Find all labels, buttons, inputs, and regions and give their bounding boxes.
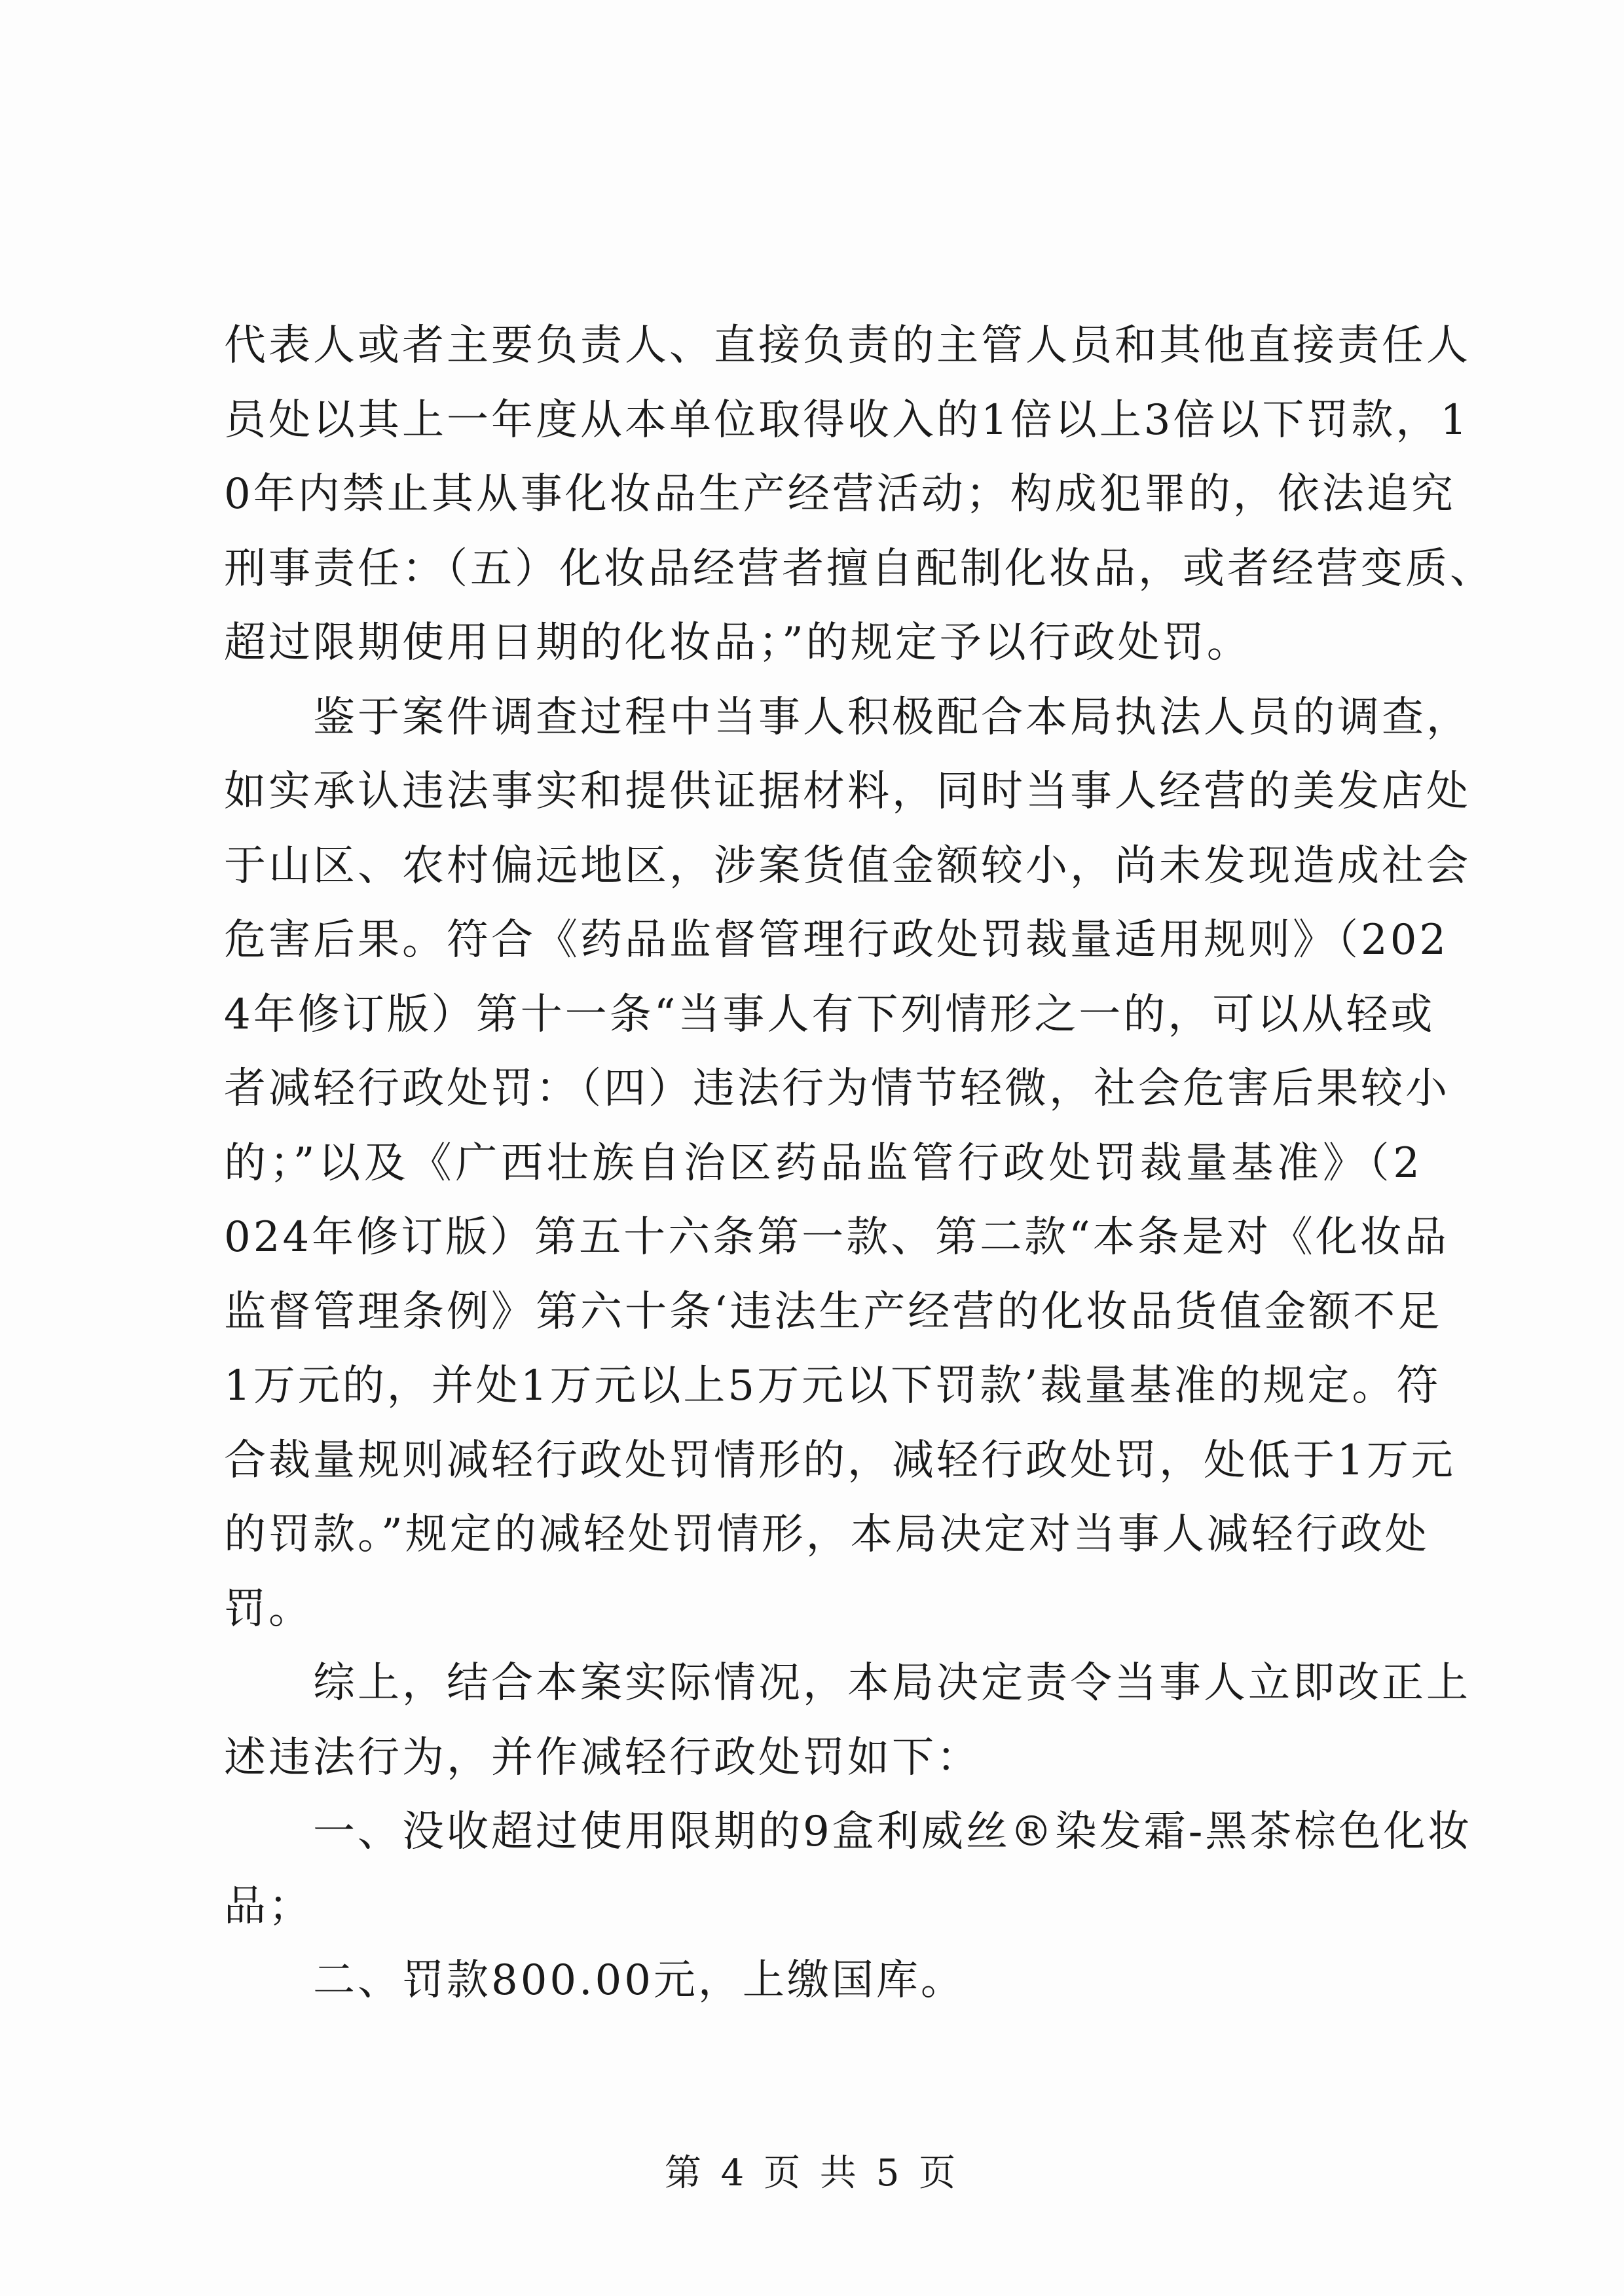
text-line: 监督管理条例》第六十条‘违法生产经营的化妆品货值金额不足 (224, 1287, 1443, 1336)
text-line: 0年内禁止其从事化妆品生产经营活动；构成犯罪的，依法追究 (224, 470, 1456, 519)
text-line: 024年修订版）第五十六条第一款、第二款“本条是对《化妆品 (224, 1213, 1449, 1262)
document-body (224, 309, 1494, 2018)
page-number-footer: 第 4 页 共 5 页 (664, 2152, 960, 2195)
text-line: 于山区、农村偏远地区，涉案货值金额较小，尚未发现造成社会 (224, 841, 1471, 890)
text-line: 鉴于案件调查过程中当事人积极配合本局执法人员的调查， (224, 693, 1471, 742)
text-line: 刑事责任：（五）化妆品经营者擅自配制化妆品，或者经营变质、 (224, 544, 1494, 593)
text-line: 述违法行为，并作减轻行政处罚如下： (224, 1733, 981, 1782)
text-line: 二、罚款800.00元，上缴国库。 (224, 1956, 965, 2005)
text-line: 罚。 (224, 1584, 313, 1633)
text-line: 者减轻行政处罚：（四）违法行为情节轻微，社会危害后果较小 (224, 1065, 1450, 1113)
text-line: 如实承认违法事实和提供证据材料，同时当事人经营的美发店处 (224, 767, 1471, 816)
text-line: 的；”以及《广西壮族自治区药品监管行政处罚裁量基准》（2 (224, 1139, 1422, 1188)
text-line: 员处以其上一年度从本单位取得收入的1倍以上3倍以下罚款，1 (224, 395, 1470, 445)
text-line: 合裁量规则减轻行政处罚情形的，减轻行政处罚，处低于1万元 (224, 1436, 1456, 1485)
text-line: 代表人或者主要负责人、直接负责的主管人员和其他直接责任人 (224, 321, 1471, 370)
text-line: 一、没收超过使用限期的9盒利威丝®染发霜-黑茶棕色化妆 (224, 1808, 1473, 1856)
text-line: 综上，结合本案实际情况，本局决定责令当事人立即改正上 (224, 1659, 1471, 1707)
text-line: 超过限期使用日期的化妆品；”的规定予以行政处罚。 (224, 619, 1251, 667)
text-line: 1万元的，并处1万元以上5万元以下罚款’裁量基准的规定。符 (224, 1362, 1441, 1410)
text-line: 危害后果。符合《药品监督管理行政处罚裁量适用规则》（202 (224, 916, 1449, 964)
text-line: 4年修订版）第十一条“当事人有下列情形之一的，可以从轻或 (224, 990, 1435, 1039)
text-line: 品； (224, 1882, 313, 1931)
text-line: 的罚款。”规定的减轻处罚情形，本局决定对当事人减轻行政处 (224, 1510, 1430, 1559)
